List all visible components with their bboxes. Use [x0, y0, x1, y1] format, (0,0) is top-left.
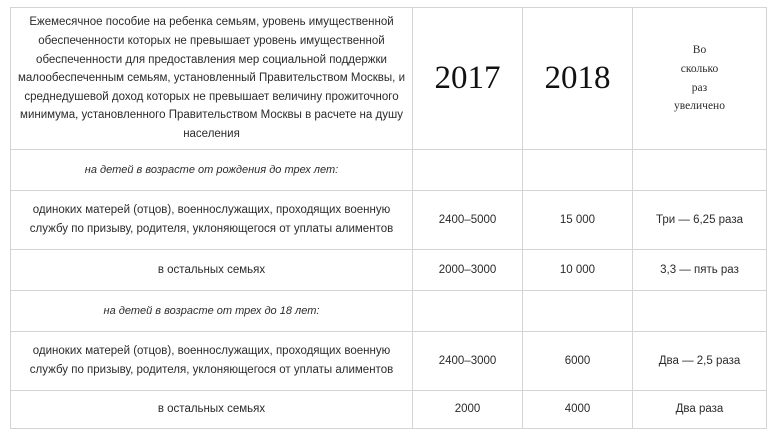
benefits-table: [10, 7, 767, 429]
ratio-cell: [633, 250, 767, 291]
empty-cell: [523, 291, 633, 332]
category-text: одиноких матерей (отцов), военнослужащих, проходящих военную службу по призыву, родителя, уклоняющегося от уплаты алиментов: [29, 345, 394, 376]
empty-cell: [523, 150, 633, 191]
value-2017-cell: [413, 332, 523, 391]
ratio-value: Два — 2,5 раза: [658, 354, 741, 367]
table-row: [11, 191, 767, 250]
value-2017-cell: [413, 250, 523, 291]
ratio-cell: [633, 391, 767, 429]
ratio-heading-line: сколько: [680, 62, 719, 75]
empty-cell: [633, 150, 767, 191]
value-2017: 2400–3000: [438, 354, 497, 367]
header-description: Ежемесячное пособие на ребенка семьям, уровень имущественной обеспеченности которых не превышает уровень имущественной обеспеченности для предоставления мер социальной поддержки малообеспеченным семьям, установленный Правительством Москвы, и среднедушевой доход которых не превышает величину прожиточного минимума, установленного Правительством Москвы в расчете на душу населения: [17, 16, 405, 140]
section-label: на детей в возрасте от рождения до трех лет:: [84, 163, 339, 176]
section-label-cell: [11, 150, 413, 191]
ratio-heading-line: раз: [691, 81, 708, 94]
value-2018-cell: [523, 250, 633, 291]
ratio-value: Два раза: [675, 403, 724, 416]
table-row: [11, 391, 767, 429]
year-2018-label: 2018: [544, 60, 611, 96]
value-2018: 6000: [564, 354, 591, 367]
value-2017: 2000: [454, 403, 481, 416]
category-text: в остальных семьях: [157, 263, 266, 276]
ratio-value: 3,3 — пять раз: [660, 263, 739, 276]
empty-cell: [413, 150, 523, 191]
table-row: [11, 250, 767, 291]
category-text: одиноких матерей (отцов), военнослужащих, проходящих военную службу по призыву, родителя, уклоняющегося от уплаты алиментов: [29, 204, 394, 235]
section-label: на детей в возрасте от трех до 18 лет:: [103, 304, 320, 317]
ratio-value: Три — 6,25 раза: [656, 213, 743, 226]
category-text: в остальных семьях: [157, 403, 266, 416]
section-row: [11, 291, 767, 332]
section-label-cell: [11, 291, 413, 332]
category-cell: [11, 332, 413, 391]
ratio-heading-line: увеличено: [674, 100, 725, 113]
year-2017-label: 2017: [434, 60, 501, 96]
section-row: [11, 150, 767, 191]
category-cell: [11, 391, 413, 429]
empty-cell: [633, 291, 767, 332]
value-2017: 2400–5000: [438, 213, 497, 226]
value-2018-cell: [523, 391, 633, 429]
ratio-cell: [633, 191, 767, 250]
value-2018-cell: [523, 332, 633, 391]
value-2018-cell: [523, 191, 633, 250]
category-cell: [11, 191, 413, 250]
value-2018: 4000: [564, 403, 591, 416]
empty-cell: [413, 291, 523, 332]
header-2017-cell: [413, 8, 523, 150]
header-2018-cell: [523, 8, 633, 150]
value-2018: 10 000: [559, 263, 596, 276]
header-description-cell: [11, 8, 413, 150]
table-row: [11, 332, 767, 391]
header-row: [11, 8, 767, 150]
header-ratio-cell: [633, 8, 767, 150]
value-2017-cell: [413, 191, 523, 250]
value-2017-cell: [413, 391, 523, 429]
value-2017: 2000–3000: [438, 263, 497, 276]
ratio-heading-line: Во: [692, 44, 707, 57]
category-cell: [11, 250, 413, 291]
value-2018: 15 000: [559, 213, 596, 226]
ratio-cell: [633, 332, 767, 391]
